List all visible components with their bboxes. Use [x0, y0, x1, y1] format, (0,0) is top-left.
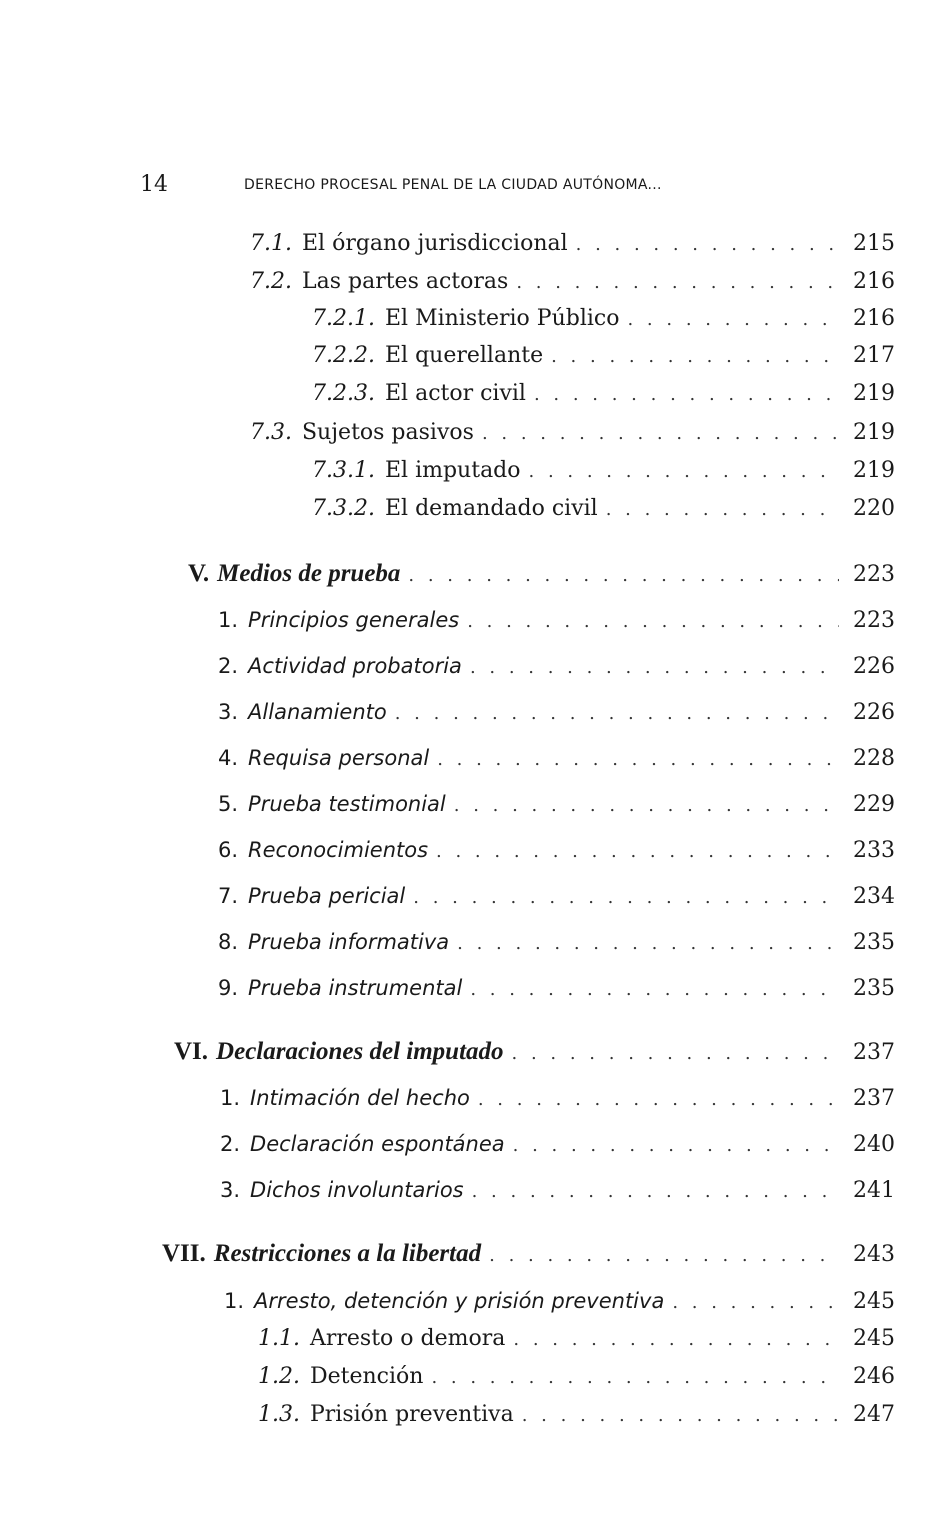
toc-entry-page: 216 — [853, 269, 895, 294]
toc-entry — [312, 496, 895, 521]
dot-leader — [516, 272, 839, 293]
toc-entry-page: 243 — [853, 1242, 895, 1267]
toc-entry-title: Reconocimientos — [248, 838, 429, 862]
toc-entry-page: 237 — [853, 1086, 895, 1111]
toc-entry — [250, 231, 895, 256]
toc-entry-page: 223 — [853, 562, 895, 587]
dot-leader — [534, 384, 839, 405]
toc-entry — [220, 1086, 895, 1111]
toc-entry-page: 220 — [853, 496, 895, 521]
toc-entry-number: 5. — [218, 792, 239, 816]
toc-entry-number: 7.1. — [250, 231, 292, 256]
toc-entry-title: El querellante — [384, 343, 544, 368]
toc-entry-title: Restricciones a la libertad — [213, 1240, 482, 1267]
toc-entry-title: Requisa personal — [248, 746, 430, 770]
toc-entry-number: V. — [188, 560, 210, 587]
dot-leader — [529, 461, 839, 482]
toc-entry-page: 246 — [853, 1364, 895, 1389]
toc-entry-title: El demandado civil — [384, 496, 598, 521]
dot-leader — [395, 703, 839, 724]
toc-entry-number: VII. — [162, 1240, 206, 1267]
toc-entry — [312, 306, 895, 331]
toc-entry-title: Prueba pericial — [248, 884, 406, 908]
dot-leader — [472, 1181, 839, 1202]
toc-entry-number: 7. — [218, 884, 239, 908]
toc-entry-page: 240 — [853, 1132, 895, 1157]
toc-entry-number: 4. — [218, 746, 239, 770]
toc-entry-title: Prueba testimonial — [248, 792, 446, 816]
toc-entry-title: Prisión preventiva — [309, 1402, 514, 1427]
toc-entry-number: 7.3. — [250, 420, 292, 445]
toc-entry-number: 1. — [218, 608, 239, 632]
toc-entry-title: Sujetos pasivos — [301, 420, 474, 445]
toc-entry-number: 1.2. — [258, 1364, 300, 1389]
toc-entry — [220, 1132, 895, 1157]
toc-entry — [218, 884, 895, 909]
toc-entry-page: 247 — [853, 1402, 895, 1427]
toc-chapter-entry — [162, 1240, 895, 1268]
dot-leader — [627, 309, 839, 330]
dot-leader — [454, 795, 839, 816]
toc-entry-page: 219 — [853, 420, 895, 445]
toc-entry — [218, 930, 895, 955]
toc-entry-page: 229 — [853, 792, 895, 817]
toc-entry — [218, 792, 895, 817]
toc-chapter-entry — [174, 1038, 895, 1066]
dot-leader — [482, 423, 839, 444]
running-title: DERECHO PROCESAL PENAL DE LA CIUDAD AUTÓNOMA... — [244, 177, 662, 193]
toc-entry-page: 216 — [853, 306, 895, 331]
page-number: 14 — [140, 172, 168, 197]
toc-entry-page: 223 — [853, 608, 895, 633]
dot-leader — [513, 1329, 839, 1350]
toc-entry-page: 226 — [853, 700, 895, 725]
toc-entry-number: 1. — [220, 1086, 241, 1110]
toc-entry-title: Las partes actoras — [301, 269, 509, 294]
toc-entry-title: Prueba informativa — [248, 930, 450, 954]
toc-entry — [312, 343, 895, 368]
toc-chapter-entry — [188, 560, 895, 588]
dot-leader — [470, 657, 839, 678]
toc-entry — [224, 1289, 895, 1314]
dot-leader — [467, 611, 839, 632]
toc-entry-page: 234 — [853, 884, 895, 909]
toc-entry — [218, 654, 895, 679]
toc-entry-number: 1. — [224, 1289, 245, 1313]
toc-entry — [258, 1326, 895, 1351]
toc-entry-number: 2. — [220, 1132, 241, 1156]
toc-entry-page: 241 — [853, 1178, 895, 1203]
toc-entry — [250, 420, 895, 445]
dot-leader — [470, 979, 839, 1000]
toc-entry-number: 7.3.1. — [312, 458, 375, 483]
toc-entry — [258, 1402, 895, 1427]
toc-entry-title: Dichos involuntarios — [250, 1178, 464, 1202]
toc-entry-title: Actividad probatoria — [248, 654, 462, 678]
toc-entry — [218, 976, 895, 1001]
toc-entry — [218, 608, 895, 633]
toc-entry-title: Medios de prueba — [217, 560, 401, 587]
toc-entry-title: El actor civil — [384, 381, 526, 406]
dot-leader — [513, 1135, 839, 1156]
toc-entry — [312, 381, 895, 406]
toc-entry-page: 217 — [853, 343, 895, 368]
dot-leader — [457, 933, 839, 954]
toc-entry-page: 235 — [853, 930, 895, 955]
dot-leader — [576, 234, 839, 255]
dot-leader — [478, 1089, 839, 1110]
dot-leader — [512, 1043, 839, 1064]
toc-entry-page: 235 — [853, 976, 895, 1001]
toc-entry-number: 2. — [218, 654, 239, 678]
toc-entry — [218, 838, 895, 863]
toc-entry — [250, 269, 895, 294]
toc-entry — [312, 458, 895, 483]
toc-entry-number: 7.2.3. — [312, 381, 375, 406]
toc-entry-number: 6. — [218, 838, 239, 862]
dot-leader — [437, 749, 839, 770]
toc-entry-title: Intimación del hecho — [250, 1086, 470, 1110]
dot-leader — [672, 1292, 839, 1313]
toc-entry-page: 228 — [853, 746, 895, 771]
dot-leader — [408, 565, 839, 586]
toc-entry-page: 226 — [853, 654, 895, 679]
toc-entry-title: Allanamiento — [248, 700, 387, 724]
toc-entry-number: 9. — [218, 976, 239, 1000]
toc-entry-number: VI. — [174, 1038, 209, 1065]
toc-entry-title: El Ministerio Público — [384, 306, 620, 331]
toc-entry-number: 7.2.2. — [312, 343, 375, 368]
toc-entry — [218, 700, 895, 725]
toc-entry-page: 215 — [853, 231, 895, 256]
toc-entry-page: 219 — [853, 381, 895, 406]
toc-entry-number: 3. — [220, 1178, 241, 1202]
dot-leader — [551, 346, 839, 367]
toc-entry-page: 219 — [853, 458, 895, 483]
toc-entry-page: 245 — [853, 1289, 895, 1314]
toc-entry-title: El órgano jurisdiccional — [301, 231, 568, 256]
toc-entry — [218, 746, 895, 771]
dot-leader — [413, 887, 839, 908]
toc-entry-title: Declaración espontánea — [250, 1132, 505, 1156]
toc-entry-title: Arresto o demora — [309, 1326, 506, 1351]
toc-entry — [258, 1364, 895, 1389]
toc-entry-number: 7.3.2. — [312, 496, 375, 521]
toc-entry-number: 1.3. — [258, 1402, 300, 1427]
toc-entry-title: Principios generales — [248, 608, 460, 632]
toc-entry-page: 245 — [853, 1326, 895, 1351]
dot-leader — [522, 1405, 839, 1426]
dot-leader — [489, 1245, 839, 1266]
toc-entry-title: Arresto, detención y prisión preventiva — [254, 1289, 665, 1313]
toc-entry-page: 233 — [853, 838, 895, 863]
toc-entry — [220, 1178, 895, 1203]
dot-leader — [606, 499, 839, 520]
running-header — [0, 172, 940, 202]
toc-entry-title: Detención — [309, 1364, 424, 1389]
toc-entry-page: 237 — [853, 1040, 895, 1065]
dot-leader — [436, 841, 839, 862]
toc-entry-number: 3. — [218, 700, 239, 724]
toc-entry-title: Declaraciones del imputado — [216, 1038, 504, 1065]
toc-entry-title: Prueba instrumental — [248, 976, 463, 1000]
toc-entry-number: 8. — [218, 930, 239, 954]
toc-entry-number: 1.1. — [258, 1326, 300, 1351]
toc-entry-number: 7.2. — [250, 269, 292, 294]
toc-entry-number: 7.2.1. — [312, 306, 375, 331]
toc-entry-title: El imputado — [384, 458, 521, 483]
dot-leader — [431, 1367, 839, 1388]
